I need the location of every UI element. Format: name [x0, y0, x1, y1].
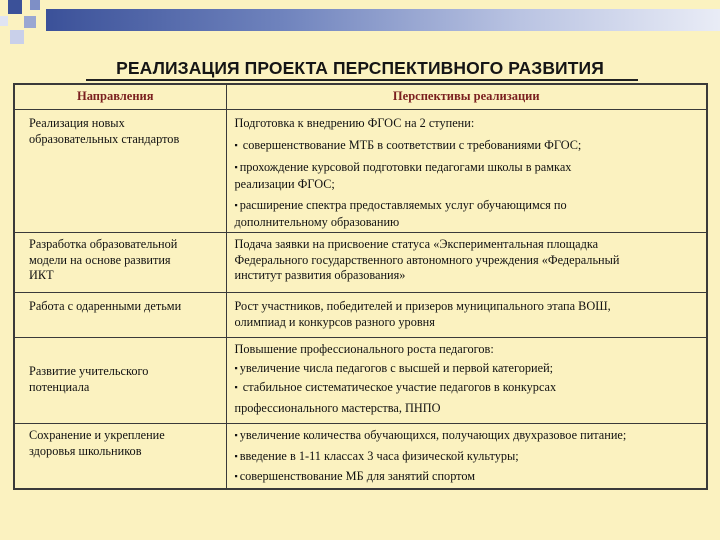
direction-line: Разработка образовательной — [29, 237, 178, 251]
perspectives-cell — [226, 293, 707, 338]
direction-cell — [14, 293, 226, 338]
perspective-line: ▪ совершенствование МБ для занятий спортом — [235, 469, 701, 486]
direction-line: образовательных стандартов — [29, 131, 180, 146]
perspective-line: ▪ введение в 1-11 классах 3 часа физической культуры; — [235, 449, 701, 466]
perspective-line: ▪ расширение спектра предоставляемых услуг обучающимся по — [235, 198, 701, 215]
perspectives-cell — [226, 338, 707, 424]
deco-square-2 — [24, 16, 36, 28]
header-gradient-bar — [46, 9, 720, 31]
deco-square-3 — [10, 30, 24, 44]
perspective-line: олимпиад и конкурсов разного уровня — [234, 314, 435, 329]
perspective-line: ▪ совершенствование МТБ в соответствии с требованиями ФГОС; — [235, 138, 701, 155]
perspective-line: Повышение профессионального роста педагогов: — [234, 342, 494, 356]
slide-title: РЕАЛИЗАЦИЯ ПРОЕКТА ПЕРСПЕКТИВНОГО РАЗВИТИЯ — [116, 58, 604, 78]
direction-line: модели на основе развития — [29, 252, 171, 267]
perspective-line: ▪ увеличение количества обучающихся, получающих двухразовое питание; — [235, 428, 701, 445]
table-header-row — [14, 84, 707, 110]
perspective-line: ▪ прохождение курсовой подготовки педагогами школы в рамках — [235, 160, 701, 177]
perspective-line: институт развития образования» — [234, 268, 406, 282]
perspective-line: Подготовка к внедрению ФГОС на 2 ступени: — [234, 116, 475, 130]
perspectives-cell — [226, 233, 707, 293]
perspective-line: ▪ стабильное систематическое участие педагогов в конкурсах — [235, 380, 701, 397]
direction-cell — [14, 233, 226, 293]
direction-line: Развитие учительского — [29, 364, 149, 378]
perspective-line: дополнительному образованию — [234, 214, 400, 229]
perspective-line: Федерального государственного автономного учреждения «Федеральный — [234, 252, 620, 267]
perspective-line: Подача заявки на присвоение статуса «Экспериментальная площадка — [234, 237, 599, 251]
table-row — [14, 293, 707, 338]
direction-line: Работа с одаренными детьми — [29, 299, 182, 313]
table-row — [14, 424, 707, 489]
direction-line: Реализация новых — [29, 116, 125, 130]
direction-line: ИКТ — [29, 268, 54, 282]
perspectives-cell — [226, 424, 707, 489]
perspective-line: реализации ФГОС; — [234, 176, 335, 191]
direction-cell — [14, 110, 226, 233]
perspective-line: профессионального мастерства, ПНПО — [234, 400, 441, 415]
direction-line: здоровья школьников — [29, 443, 142, 458]
header-directions: Направления — [14, 84, 226, 110]
deco-square-1 — [8, 0, 22, 14]
perspective-line: ▪ увеличение числа педагогов с высшей и первой категорией; — [235, 361, 701, 378]
deco-square-5 — [0, 16, 8, 26]
direction-cell — [14, 424, 226, 489]
header-perspectives: Перспективы реализации — [226, 84, 707, 110]
table-row — [14, 110, 707, 233]
project-table — [13, 83, 708, 490]
direction-line: потенциала — [29, 379, 90, 394]
table-row — [14, 233, 707, 293]
perspective-line: Рост участников, победителей и призеров муниципального этапа ВОШ, — [234, 299, 611, 313]
title-underline — [86, 79, 638, 81]
direction-cell — [14, 338, 226, 424]
deco-square-4 — [30, 0, 40, 10]
table-row — [14, 338, 707, 424]
perspectives-cell — [226, 110, 707, 233]
direction-line: Сохранение и укрепление — [29, 428, 165, 442]
